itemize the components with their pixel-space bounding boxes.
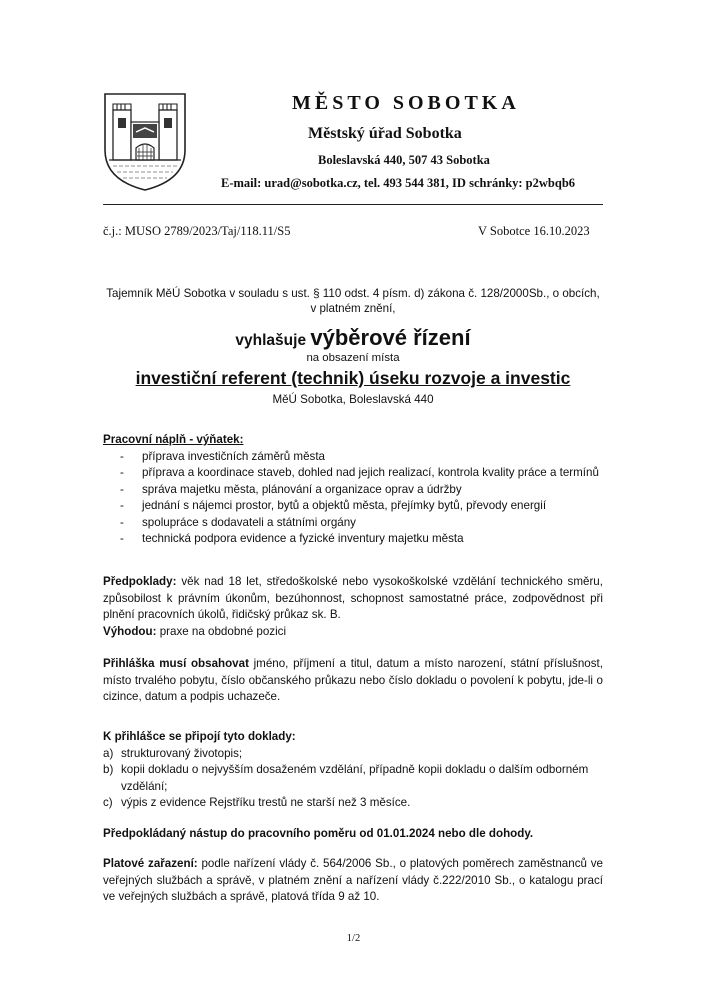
application-section [103,656,603,706]
list-item: - příprava investičních záměrů města [120,449,325,463]
requirements-text: věk nad 18 let, středoškolské nebo vysokoškolské vzdělání technického směru, způsobilost k právním úkonům, bezúhonnost, schopnost samostatné práce, zodpovědnost při plnění pracovních úkolů, řidičský průkaz sk. B. [103,575,603,621]
position-title: investiční referent (technik) úseku rozvoje a investic [135,368,571,388]
application-label: Přihláška musí obsahovat [103,657,249,670]
announcement-heading [103,325,603,351]
announcement-subtitle: na obsazení místa [306,352,400,364]
duties-heading: Pracovní náplň - výňatek: [103,433,244,446]
announcement-verb: vyhlašuje [235,332,307,349]
advantage-text: praxe na obdobné pozici [159,624,287,638]
list-item: - příprava a koordinace staveb, dohled nad jejich realizací, kontrola kvality práce a termínů [120,466,599,479]
list-item: a) strukturovaný životopis; [103,746,243,760]
list-item: - spolupráce s dodavateli a státními orgány [120,515,356,529]
duties-section [103,432,603,548]
application-text: jméno, příjmení a titul, datum a místo narození, státní příslušnost, místo trvalého pobytu, číslo občanského průkazu nebo číslo dokladu o povolení k pobytu, jde-li o cizince, datum a podpis uchazeče. [103,657,603,703]
intro-text: Tajemník MěÚ Sobotka v souladu s ust. § 110 odst. 4 písm. d) zákona č. 128/2000Sb., o obcích, v platném znění, [106,287,600,315]
documents-heading: K přihlášce se připojí tyto doklady: [103,730,296,743]
documents-section [103,729,603,812]
list-item: c) výpis z evidence Rejstříku trestů ne starší než 3 měsíce. [103,796,411,809]
requirements-label: Předpoklady: [103,575,177,588]
header-divider [103,204,603,205]
salary-section [103,856,603,906]
office-contact: E-mail: urad@sobotka.cz, tel. 493 544 381, ID schránky: p2wbqb6 [221,176,576,190]
list-item: - technická podpora evidence a fyzické inventury majetku města [120,532,464,545]
list-item: - jednání s nájemci prostor, bytů a objektů města, přejímky bytů, převody energií [120,499,547,512]
list-item: - správa majetku města, plánování a organizace oprav a údržby [120,482,462,496]
requirements-section [103,574,603,640]
office-name: Městský úřad Sobotka [308,125,462,142]
page-number: 1/2 [346,933,361,944]
office-address: Boleslavská 440, 507 43 Sobotka [318,153,490,167]
position-location: MěÚ Sobotka, Boleslavská 440 [272,393,434,406]
start-date: Předpokládaný nástup do pracovního poměru od 01.01.2024 nebo dle dohody. [103,827,534,840]
salary-text: podle nařízení vlády č. 564/2006 Sb., o platových poměrech zaměstnanců ve veřejných službách a správě, v platném znění a nařízení vlády č.222/2010 Sb., o katalogu prací ve veřejných službách a správě, platová třída 9 až 10. [103,857,603,903]
announcement-title: výběrové řízení [310,325,471,350]
reference-number: č.j.: MUSO 2789/2023/Taj/118.11/S5 [103,224,291,238]
salary-label: Platové zařazení: [103,857,198,870]
city-name: MĚSTO SOBOTKA [292,92,520,114]
advantage-label: Výhodou: [103,624,157,638]
list-item: b) kopii dokladu o nejvyšším dosaženém vzdělání, případně kopii dokladu o dalším odborném vzdělání; [103,763,589,793]
place-date: V Sobotce 16.10.2023 [478,224,590,238]
